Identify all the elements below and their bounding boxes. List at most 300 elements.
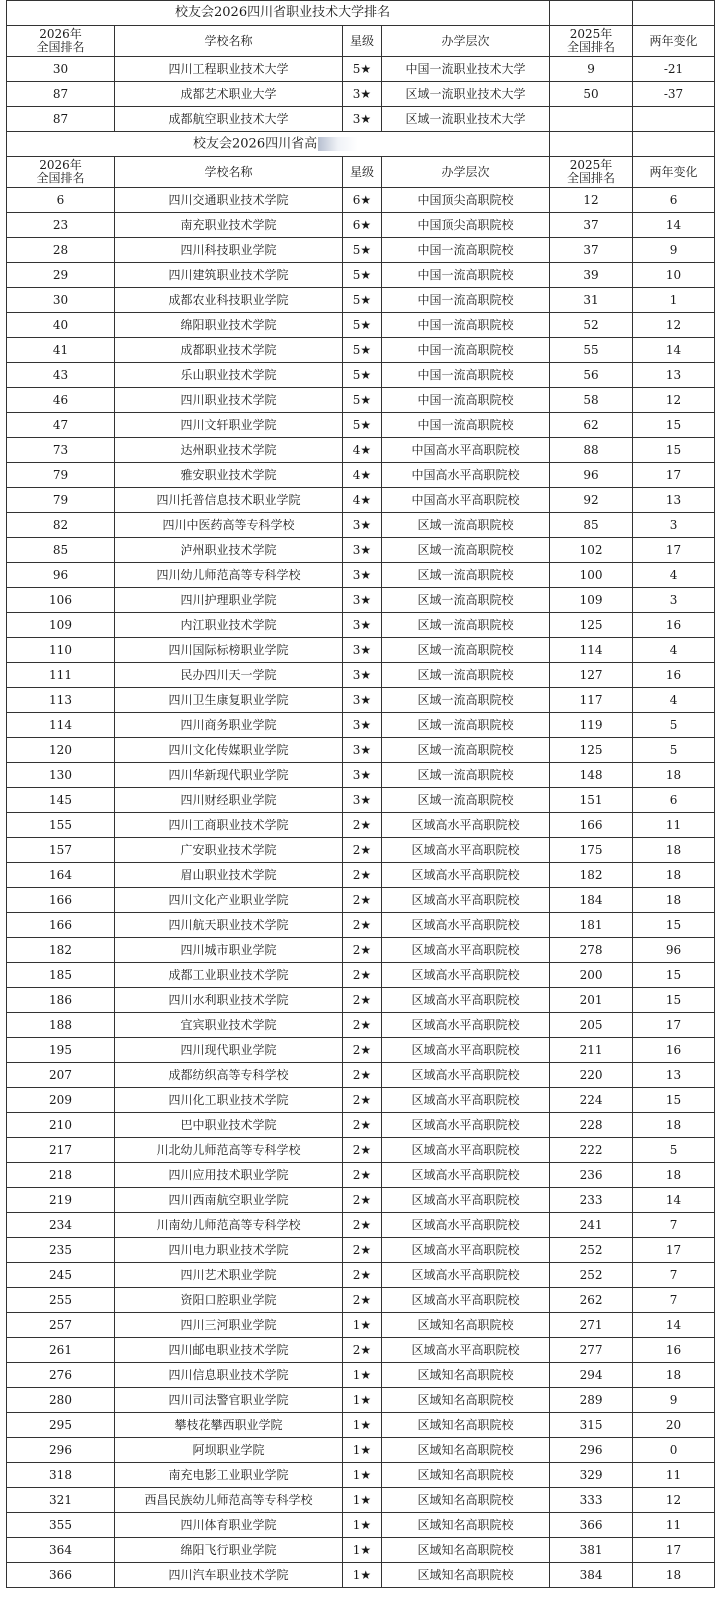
- school-name-cell: 泸州职业技术学院: [115, 538, 343, 563]
- star-rating-cell: 2★: [343, 1263, 382, 1288]
- star-rating-cell: 2★: [343, 1063, 382, 1088]
- university-table-title-row: [7, 1, 715, 26]
- header-rank-2025-label: 2025年 全国排名: [567, 27, 616, 54]
- school-name-cell: 雅安职业技术学院: [115, 463, 343, 488]
- university-table-body: [7, 1, 715, 132]
- rank-change-cell: 14: [633, 213, 715, 238]
- school-level-cell: 区域一流高职院校: [382, 663, 550, 688]
- rank-2025-cell: 55: [550, 338, 633, 363]
- school-name-cell: 绵阳飞行职业学院: [115, 1538, 343, 1563]
- rank-2026-cell: 157: [7, 838, 115, 863]
- rank-2026-cell: 47: [7, 413, 115, 438]
- school-level-cell: 区域高水平高职院校: [382, 1338, 550, 1363]
- star-rating-cell: 6★: [343, 213, 382, 238]
- school-name-cell: 四川文化产业职业学院: [115, 888, 343, 913]
- star-rating-cell: 1★: [343, 1438, 382, 1463]
- star-rating-cell: 2★: [343, 1213, 382, 1238]
- school-level-cell: 中国一流高职院校: [382, 338, 550, 363]
- rank-2025-cell: 56: [550, 363, 633, 388]
- table-row: [7, 463, 715, 488]
- school-level-cell: 区域高水平高职院校: [382, 888, 550, 913]
- star-rating-cell: 1★: [343, 1563, 382, 1588]
- school-level-cell: 区域高水平高职院校: [382, 863, 550, 888]
- school-name-cell: 四川信息职业技术学院: [115, 1363, 343, 1388]
- star-rating-cell: 2★: [343, 988, 382, 1013]
- empty-cell: [633, 132, 715, 157]
- rank-2025-cell: 85: [550, 513, 633, 538]
- rank-2026-cell: 218: [7, 1163, 115, 1188]
- rank-2025-cell: 262: [550, 1288, 633, 1313]
- rank-change-cell: 13: [633, 1063, 715, 1088]
- school-name-cell: 四川城市职业学院: [115, 938, 343, 963]
- table-row: [7, 338, 715, 363]
- table-row: [7, 938, 715, 963]
- rank-2026-cell: 257: [7, 1313, 115, 1338]
- school-level-cell: 区域高水平高职院校: [382, 1238, 550, 1263]
- star-rating-cell: 4★: [343, 488, 382, 513]
- rank-2025-cell: [550, 107, 633, 132]
- school-level-cell: 区域一流高职院校: [382, 763, 550, 788]
- table-row: [7, 1063, 715, 1088]
- rank-2025-cell: 252: [550, 1238, 633, 1263]
- header-star: 星级: [343, 26, 382, 57]
- rank-2026-cell: 96: [7, 563, 115, 588]
- school-level-cell: 区域高水平高职院校: [382, 988, 550, 1013]
- rank-2025-cell: 366: [550, 1513, 633, 1538]
- rank-change-cell: 15: [633, 1088, 715, 1113]
- star-rating-cell: 3★: [343, 82, 382, 107]
- school-name-cell: 广安职业技术学院: [115, 838, 343, 863]
- rank-change-cell: 3: [633, 513, 715, 538]
- school-name-cell: 达州职业技术学院: [115, 438, 343, 463]
- rank-2026-cell: 166: [7, 913, 115, 938]
- school-name-cell: 宜宾职业技术学院: [115, 1013, 343, 1038]
- rank-change-cell: 16: [633, 1338, 715, 1363]
- rank-2026-cell: 85: [7, 538, 115, 563]
- rank-2025-cell: 252: [550, 1263, 633, 1288]
- school-level-cell: 区域知名高职院校: [382, 1563, 550, 1588]
- rank-2026-cell: 186: [7, 988, 115, 1013]
- rank-2026-cell: 145: [7, 788, 115, 813]
- star-rating-cell: 4★: [343, 463, 382, 488]
- college-table-title: [7, 132, 550, 157]
- star-rating-cell: 3★: [343, 788, 382, 813]
- school-level-cell: 区域知名高职院校: [382, 1363, 550, 1388]
- rank-2025-cell: 278: [550, 938, 633, 963]
- school-level-cell: 区域高水平高职院校: [382, 913, 550, 938]
- star-rating-cell: 3★: [343, 588, 382, 613]
- table-row: [7, 1213, 715, 1238]
- rank-2026-cell: 43: [7, 363, 115, 388]
- school-name-cell: 成都工业职业技术学院: [115, 963, 343, 988]
- header-rank-2025: [550, 26, 633, 57]
- school-level-cell: 区域高水平高职院校: [382, 1038, 550, 1063]
- rank-change-cell: 18: [633, 1563, 715, 1588]
- star-rating-cell: 6★: [343, 188, 382, 213]
- rank-2025-cell: 119: [550, 713, 633, 738]
- table-row: [7, 988, 715, 1013]
- school-level-cell: 中国高水平高职院校: [382, 438, 550, 463]
- school-level-cell: 中国顶尖高职院校: [382, 188, 550, 213]
- school-name-cell: 四川体育职业学院: [115, 1513, 343, 1538]
- college-table-title-text: 校友会2026四川省高: [193, 136, 318, 152]
- rank-2025-cell: 182: [550, 863, 633, 888]
- star-rating-cell: 2★: [343, 1013, 382, 1038]
- star-rating-cell: 3★: [343, 538, 382, 563]
- rank-change-cell: -37: [633, 82, 715, 107]
- star-rating-cell: 2★: [343, 813, 382, 838]
- star-rating-cell: 2★: [343, 938, 382, 963]
- star-rating-cell: 1★: [343, 1513, 382, 1538]
- rank-2026-cell: 245: [7, 1263, 115, 1288]
- school-level-cell: 区域一流高职院校: [382, 738, 550, 763]
- rank-change-cell: 11: [633, 1463, 715, 1488]
- star-rating-cell: 3★: [343, 107, 382, 132]
- table-row: [7, 913, 715, 938]
- rank-2025-cell: 50: [550, 82, 633, 107]
- school-name-cell: 四川汽车职业技术学院: [115, 1563, 343, 1588]
- star-rating-cell: 5★: [343, 238, 382, 263]
- school-name-cell: 四川财经职业学院: [115, 788, 343, 813]
- school-level-cell: 区域一流高职院校: [382, 513, 550, 538]
- school-level-cell: 中国顶尖高职院校: [382, 213, 550, 238]
- school-name-cell: 四川国际标榜职业学院: [115, 638, 343, 663]
- table-row: [7, 1563, 715, 1588]
- table-row: [7, 1438, 715, 1463]
- rank-2026-cell: 6: [7, 188, 115, 213]
- rank-change-cell: 14: [633, 1188, 715, 1213]
- table-row: [7, 1163, 715, 1188]
- rank-2025-cell: 39: [550, 263, 633, 288]
- table-row: [7, 763, 715, 788]
- star-rating-cell: 2★: [343, 1288, 382, 1313]
- table-row: [7, 438, 715, 463]
- rank-change-cell: 11: [633, 1513, 715, 1538]
- rank-change-cell: 13: [633, 488, 715, 513]
- star-rating-cell: 3★: [343, 613, 382, 638]
- university-table-header-row: [7, 26, 715, 57]
- star-rating-cell: 3★: [343, 688, 382, 713]
- rank-2026-cell: 79: [7, 463, 115, 488]
- rank-change-cell: 4: [633, 638, 715, 663]
- table-row: [7, 1088, 715, 1113]
- rank-2026-cell: 120: [7, 738, 115, 763]
- table-row: [7, 638, 715, 663]
- rank-change-cell: 18: [633, 863, 715, 888]
- star-rating-cell: 4★: [343, 438, 382, 463]
- table-row: [7, 1538, 715, 1563]
- rank-2025-cell: 236: [550, 1163, 633, 1188]
- rank-2025-cell: 220: [550, 1063, 633, 1088]
- school-name-cell: 资阳口腔职业学院: [115, 1288, 343, 1313]
- rank-2026-cell: 366: [7, 1563, 115, 1588]
- school-name-cell: 南充电影工业职业学院: [115, 1463, 343, 1488]
- rank-2026-cell: 261: [7, 1338, 115, 1363]
- empty-cell: [550, 1, 633, 26]
- table-row: [7, 1113, 715, 1138]
- college-table-header-row: [7, 157, 715, 188]
- rank-2025-cell: 228: [550, 1113, 633, 1138]
- school-level-cell: 区域一流高职院校: [382, 788, 550, 813]
- rank-2026-cell: 295: [7, 1413, 115, 1438]
- star-rating-cell: 5★: [343, 338, 382, 363]
- star-rating-cell: 2★: [343, 1138, 382, 1163]
- rank-2025-cell: 384: [550, 1563, 633, 1588]
- star-rating-cell: 1★: [343, 1313, 382, 1338]
- rank-2025-cell: 271: [550, 1313, 633, 1338]
- rank-2026-cell: 79: [7, 488, 115, 513]
- star-rating-cell: 2★: [343, 1338, 382, 1363]
- rank-2025-cell: 277: [550, 1338, 633, 1363]
- rank-2025-cell: 184: [550, 888, 633, 913]
- school-name-cell: 成都职业技术学院: [115, 338, 343, 363]
- school-level-cell: 区域高水平高职院校: [382, 1013, 550, 1038]
- star-rating-cell: 5★: [343, 57, 382, 82]
- school-name-cell: 民办四川天一学院: [115, 663, 343, 688]
- rank-change-cell: 12: [633, 313, 715, 338]
- school-name-cell: 成都艺术职业大学: [115, 82, 343, 107]
- rank-2026-cell: 210: [7, 1113, 115, 1138]
- school-name-cell: 阿坝职业学院: [115, 1438, 343, 1463]
- rank-2025-cell: 315: [550, 1413, 633, 1438]
- rank-change-cell: 7: [633, 1263, 715, 1288]
- school-name-cell: 攀枝花攀西职业学院: [115, 1413, 343, 1438]
- rank-2025-cell: 329: [550, 1463, 633, 1488]
- rank-2025-cell: 211: [550, 1038, 633, 1063]
- table-row: [7, 1413, 715, 1438]
- star-rating-cell: 3★: [343, 563, 382, 588]
- rank-2025-cell: 62: [550, 413, 633, 438]
- rank-2025-cell: 52: [550, 313, 633, 338]
- school-name-cell: 四川工商职业技术学院: [115, 813, 343, 838]
- rank-2026-cell: 155: [7, 813, 115, 838]
- rank-2025-cell: 224: [550, 1088, 633, 1113]
- rank-2026-cell: 219: [7, 1188, 115, 1213]
- ranking-document: [6, 0, 714, 1588]
- school-level-cell: 区域高水平高职院校: [382, 1288, 550, 1313]
- school-name-cell: 四川职业技术学院: [115, 388, 343, 413]
- table-row: [7, 663, 715, 688]
- rank-2026-cell: 164: [7, 863, 115, 888]
- rank-2025-cell: 102: [550, 538, 633, 563]
- ranking-table: [6, 0, 715, 1588]
- school-name-cell: 四川电力职业技术学院: [115, 1238, 343, 1263]
- star-rating-cell: 5★: [343, 313, 382, 338]
- star-rating-cell: 2★: [343, 1163, 382, 1188]
- rank-change-cell: 17: [633, 1538, 715, 1563]
- table-row: [7, 1263, 715, 1288]
- rank-2025-cell: 12: [550, 188, 633, 213]
- table-row: [7, 863, 715, 888]
- table-row: [7, 188, 715, 213]
- school-level-cell: 区域高水平高职院校: [382, 1138, 550, 1163]
- star-rating-cell: 2★: [343, 888, 382, 913]
- table-row: [7, 688, 715, 713]
- table-row: [7, 563, 715, 588]
- star-rating-cell: 2★: [343, 963, 382, 988]
- table-row: [7, 107, 715, 132]
- star-rating-cell: 3★: [343, 663, 382, 688]
- header-rank-2025-label: 2025年 全国排名: [567, 158, 616, 185]
- table-row: [7, 488, 715, 513]
- school-level-cell: 区域一流高职院校: [382, 563, 550, 588]
- rank-2026-cell: 41: [7, 338, 115, 363]
- rank-2025-cell: 58: [550, 388, 633, 413]
- school-name-cell: 眉山职业技术学院: [115, 863, 343, 888]
- star-rating-cell: 2★: [343, 1238, 382, 1263]
- rank-2025-cell: 125: [550, 738, 633, 763]
- school-level-cell: 中国一流高职院校: [382, 388, 550, 413]
- table-row: [7, 1513, 715, 1538]
- school-level-cell: 区域高水平高职院校: [382, 813, 550, 838]
- school-level-cell: 区域高水平高职院校: [382, 1163, 550, 1188]
- school-name-cell: 四川中医药高等专科学校: [115, 513, 343, 538]
- star-rating-cell: 2★: [343, 1088, 382, 1113]
- table-row: [7, 263, 715, 288]
- school-name-cell: 四川三河职业学院: [115, 1313, 343, 1338]
- school-level-cell: 区域高水平高职院校: [382, 1063, 550, 1088]
- college-table-body: [7, 132, 715, 1588]
- table-row: [7, 413, 715, 438]
- rank-change-cell: 5: [633, 1138, 715, 1163]
- rank-change-cell: 7: [633, 1288, 715, 1313]
- rank-2025-cell: 333: [550, 1488, 633, 1513]
- school-name-cell: 南充职业技术学院: [115, 213, 343, 238]
- rank-2025-cell: 125: [550, 613, 633, 638]
- rank-2025-cell: 117: [550, 688, 633, 713]
- school-name-cell: 四川交通职业技术学院: [115, 188, 343, 213]
- table-row: [7, 1013, 715, 1038]
- school-level-cell: 中国一流高职院校: [382, 363, 550, 388]
- school-name-cell: 成都纺织高等专科学校: [115, 1063, 343, 1088]
- table-row: [7, 388, 715, 413]
- school-name-cell: 四川幼儿师范高等专科学校: [115, 563, 343, 588]
- rank-change-cell: 15: [633, 988, 715, 1013]
- rank-2026-cell: 130: [7, 763, 115, 788]
- rank-2026-cell: 276: [7, 1363, 115, 1388]
- rank-change-cell: 16: [633, 663, 715, 688]
- header-rank-2026: [7, 157, 115, 188]
- rank-2025-cell: 233: [550, 1188, 633, 1213]
- redaction-blur: [318, 137, 358, 151]
- rank-2025-cell: 31: [550, 288, 633, 313]
- rank-2026-cell: 111: [7, 663, 115, 688]
- school-name-cell: 四川水利职业技术学院: [115, 988, 343, 1013]
- table-row: [7, 313, 715, 338]
- school-name-cell: 四川托普信息技术职业学院: [115, 488, 343, 513]
- rank-2025-cell: 37: [550, 238, 633, 263]
- school-level-cell: 中国高水平高职院校: [382, 488, 550, 513]
- school-name-cell: 内江职业技术学院: [115, 613, 343, 638]
- rank-2025-cell: 381: [550, 1538, 633, 1563]
- star-rating-cell: 2★: [343, 1113, 382, 1138]
- rank-change-cell: -21: [633, 57, 715, 82]
- rank-change-cell: 17: [633, 463, 715, 488]
- star-rating-cell: 3★: [343, 713, 382, 738]
- school-level-cell: 区域一流高职院校: [382, 538, 550, 563]
- school-name-cell: 绵阳职业技术学院: [115, 313, 343, 338]
- rank-2025-cell: 96: [550, 463, 633, 488]
- table-row: [7, 963, 715, 988]
- star-rating-cell: 2★: [343, 1188, 382, 1213]
- star-rating-cell: 1★: [343, 1363, 382, 1388]
- header-rank-2026-label: 2026年 全国排名: [36, 27, 85, 54]
- rank-change-cell: 11: [633, 813, 715, 838]
- rank-2026-cell: 30: [7, 288, 115, 313]
- school-name-cell: 成都农业科技职业学院: [115, 288, 343, 313]
- rank-change-cell: 9: [633, 238, 715, 263]
- school-name-cell: 四川华新现代职业学院: [115, 763, 343, 788]
- table-row: [7, 213, 715, 238]
- table-row: [7, 1488, 715, 1513]
- rank-2025-cell: 9: [550, 57, 633, 82]
- star-rating-cell: 1★: [343, 1488, 382, 1513]
- rank-2026-cell: 73: [7, 438, 115, 463]
- table-row: [7, 1188, 715, 1213]
- table-row: [7, 1038, 715, 1063]
- school-name-cell: 巴中职业技术学院: [115, 1113, 343, 1138]
- rank-change-cell: 3: [633, 588, 715, 613]
- header-school-name: 学校名称: [115, 157, 343, 188]
- rank-2026-cell: 113: [7, 688, 115, 713]
- rank-2026-cell: 207: [7, 1063, 115, 1088]
- rank-change-cell: 12: [633, 1488, 715, 1513]
- rank-2026-cell: 87: [7, 82, 115, 107]
- star-rating-cell: 2★: [343, 1038, 382, 1063]
- star-rating-cell: 3★: [343, 763, 382, 788]
- table-row: [7, 1313, 715, 1338]
- star-rating-cell: 3★: [343, 513, 382, 538]
- rank-change-cell: 4: [633, 563, 715, 588]
- rank-change-cell: 15: [633, 413, 715, 438]
- rank-2025-cell: 175: [550, 838, 633, 863]
- table-row: [7, 363, 715, 388]
- rank-2025-cell: 148: [550, 763, 633, 788]
- school-level-cell: 区域一流高职院校: [382, 588, 550, 613]
- school-level-cell: 区域高水平高职院校: [382, 1263, 550, 1288]
- rank-change-cell: [633, 107, 715, 132]
- rank-change-cell: 14: [633, 338, 715, 363]
- rank-2026-cell: 188: [7, 1013, 115, 1038]
- table-row: [7, 82, 715, 107]
- rank-2025-cell: 289: [550, 1388, 633, 1413]
- rank-change-cell: 16: [633, 1038, 715, 1063]
- rank-2026-cell: 114: [7, 713, 115, 738]
- school-name-cell: 川北幼儿师范高等专科学校: [115, 1138, 343, 1163]
- table-row: [7, 613, 715, 638]
- rank-change-cell: 4: [633, 688, 715, 713]
- rank-change-cell: 1: [633, 288, 715, 313]
- rank-change-cell: 20: [633, 1413, 715, 1438]
- school-level-cell: 区域一流职业技术大学: [382, 107, 550, 132]
- header-rank-2025: [550, 157, 633, 188]
- school-level-cell: 区域知名高职院校: [382, 1463, 550, 1488]
- rank-2026-cell: 321: [7, 1488, 115, 1513]
- rank-2025-cell: 241: [550, 1213, 633, 1238]
- school-level-cell: 区域高水平高职院校: [382, 1213, 550, 1238]
- rank-2025-cell: 37: [550, 213, 633, 238]
- table-row: [7, 1463, 715, 1488]
- empty-cell: [633, 1, 715, 26]
- school-level-cell: 区域一流高职院校: [382, 638, 550, 663]
- table-row: [7, 513, 715, 538]
- school-level-cell: 区域知名高职院校: [382, 1313, 550, 1338]
- rank-change-cell: 13: [633, 363, 715, 388]
- rank-2026-cell: 109: [7, 613, 115, 638]
- rank-2026-cell: 235: [7, 1238, 115, 1263]
- rank-change-cell: 10: [633, 263, 715, 288]
- rank-change-cell: 0: [633, 1438, 715, 1463]
